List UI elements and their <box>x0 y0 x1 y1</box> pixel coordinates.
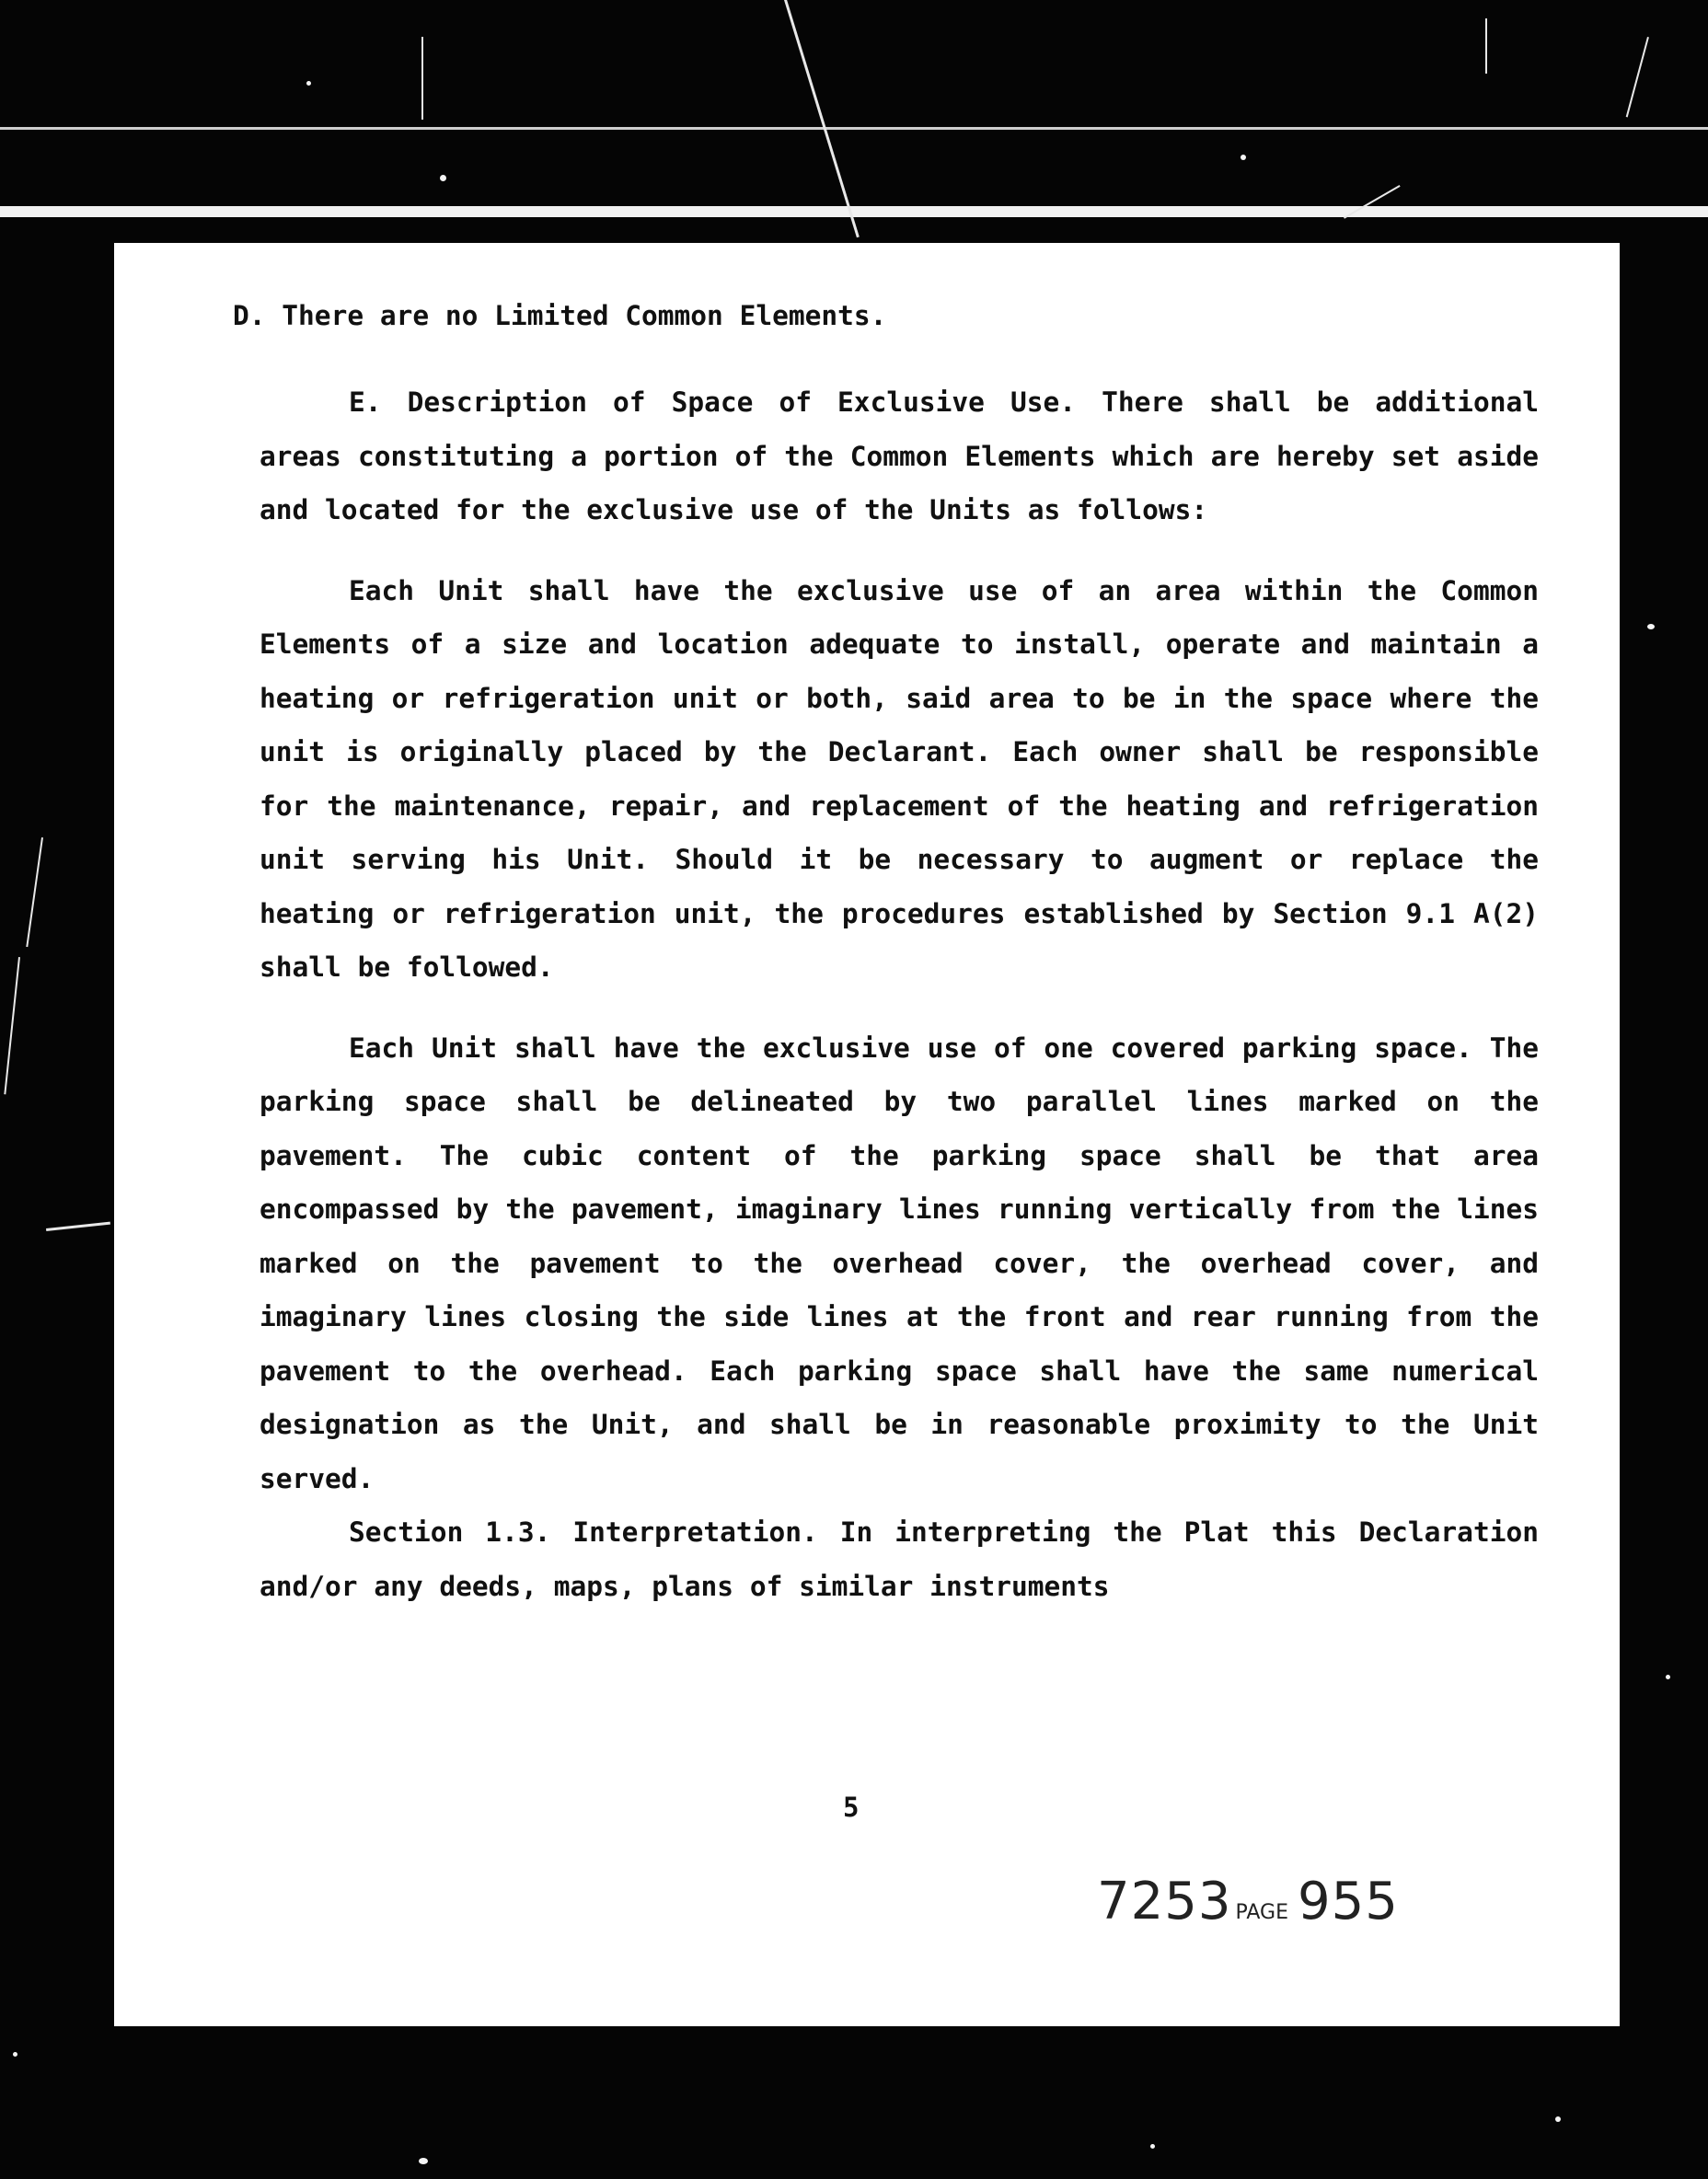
scan-scratch <box>421 37 423 120</box>
scan-speck <box>1241 155 1246 160</box>
scan-speck <box>1666 1675 1670 1679</box>
scan-speck <box>1150 2144 1155 2149</box>
scan-scratch <box>26 837 43 947</box>
document-page <box>114 243 1620 2026</box>
scan-scratch <box>1626 37 1649 117</box>
scan-scratch <box>1485 18 1487 74</box>
scan-scratch <box>4 957 20 1094</box>
scan-edge-band <box>0 206 1708 217</box>
heating-paragraph: Each Unit shall have the exclusive use of an area within the Common Elements of a size and location adequate to install, operate and maintain a heating or refrigeration unit or both, said area to be in the space where the unit is originally placed by the Declarant. Each owner shall be responsible for the maintenance, repair, and replacement of the heating and refrigeration unit serving his Unit. Should it be necessary to augment or replace the heating or refrigeration unit, the procedures established by Section 9.1 A(2) shall be followed. <box>260 574 1539 983</box>
scan-speck <box>440 175 446 181</box>
book-page-stamp <box>1097 1872 1399 1931</box>
scan-speck <box>1555 2116 1561 2122</box>
scan-speck <box>306 81 311 86</box>
item-e-paragraph: E. Description of Space of Exclusive Use. There shall be additional areas constituting a portion of the Common Elements which are hereby set aside and located for the exclusive use of the Units as follows: <box>260 386 1539 525</box>
book-page-number: 955 <box>1298 1872 1399 1931</box>
scan-speck <box>1647 624 1655 629</box>
parking-paragraph: Each Unit shall have the exclusive use of one covered parking space. The parking space shall be delineated by two parallel lines marked on the pavement. The cubic content of the parking space shall be that area encompassed by the pavement, imaginary lines running vertically from the lines marked on the pavement to the overhead cover, the overhead cover, and imaginary lines closing the side lines at the front and rear running from the pavement to the overhead. Each parking space shall have the same numerical designation as the Unit, and shall be in reasonable proximity to the Unit served. <box>260 1032 1539 1494</box>
page-number: 5 <box>843 1792 860 1823</box>
scan-scratch <box>46 1222 110 1231</box>
page-label: PAGE <box>1235 1901 1288 1924</box>
book-number: 7253 <box>1097 1872 1232 1931</box>
scan-edge-line <box>0 127 1708 130</box>
scan-speck <box>419 2158 428 2164</box>
scan-scratch <box>784 0 860 237</box>
section-paragraph: Section 1.3. Interpretation. In interpreting the Plat this Declaration and/or any deeds, maps, plans of similar instruments <box>260 1516 1539 1602</box>
document-body <box>260 375 1539 1613</box>
scan-speck <box>13 2052 17 2057</box>
item-d-text: D. There are no Limited Common Elements. <box>233 300 887 331</box>
